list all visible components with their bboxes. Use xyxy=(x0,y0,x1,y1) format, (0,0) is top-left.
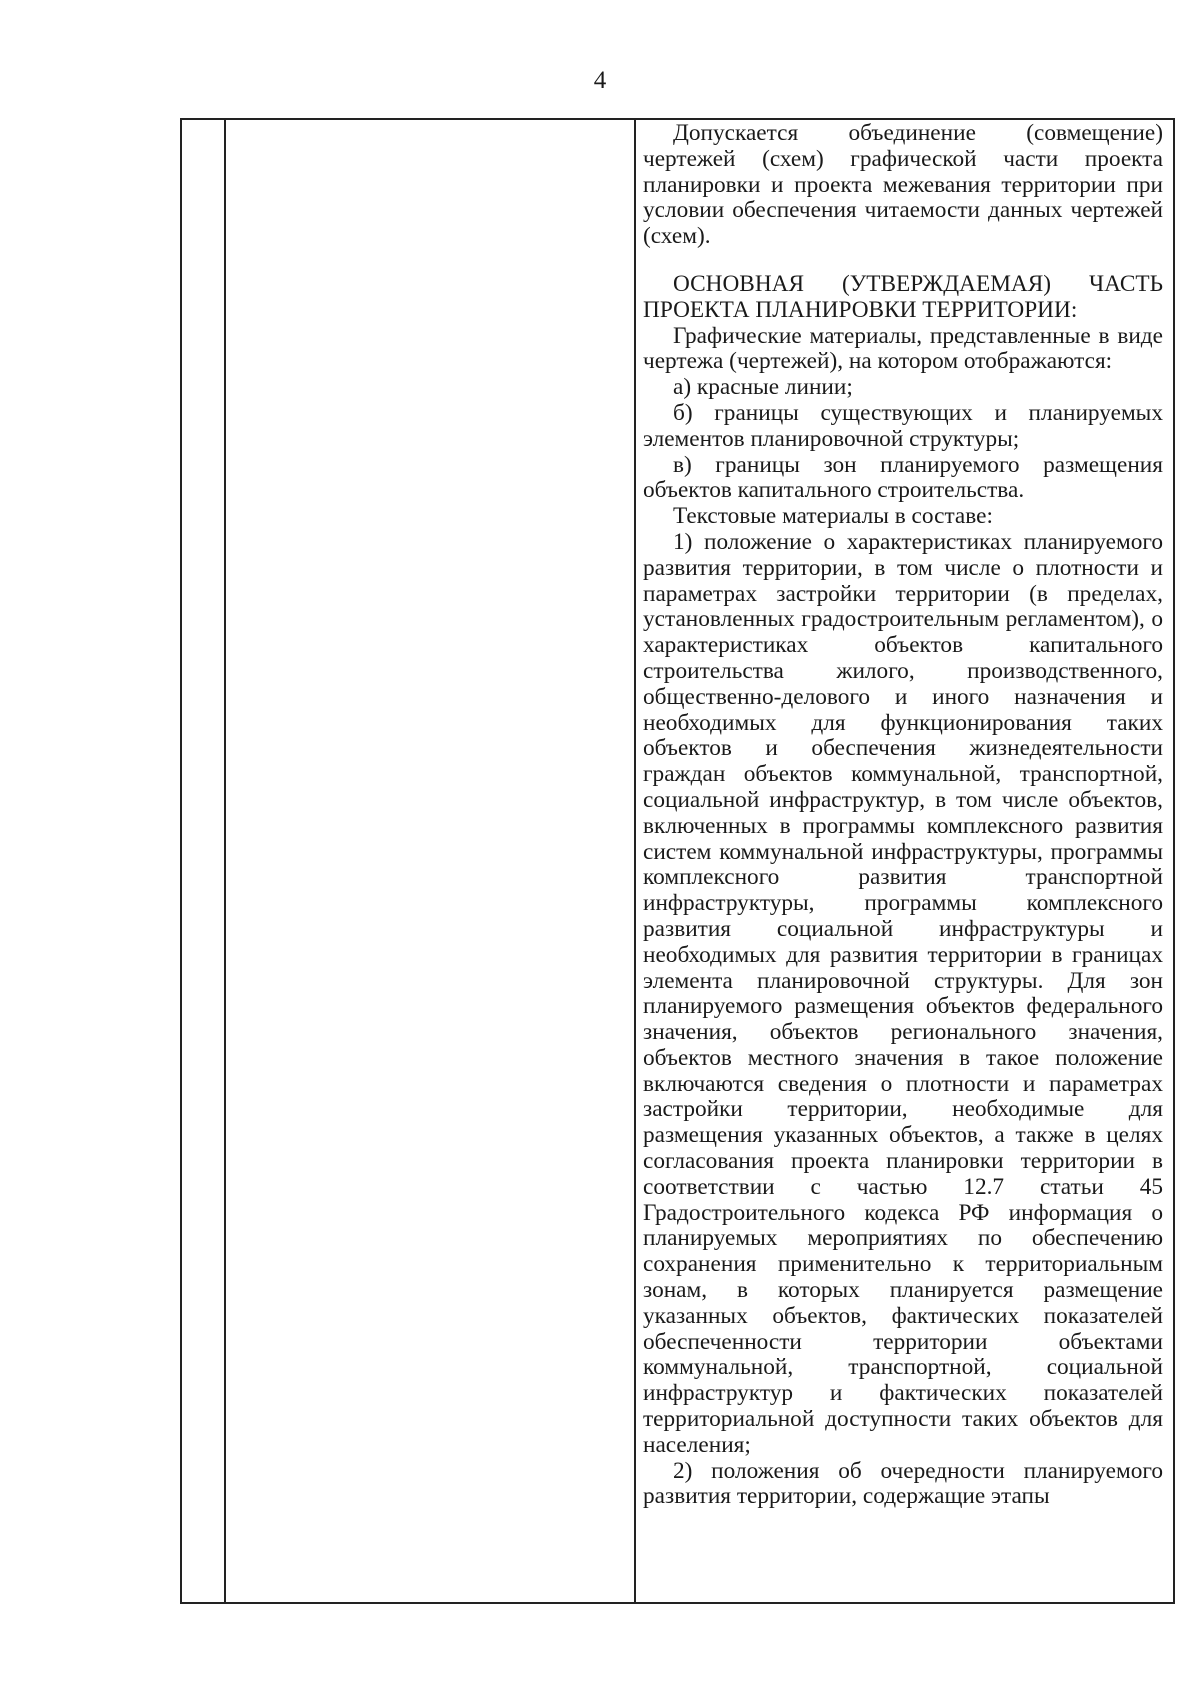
paragraph-graphic-materials: Графические материалы, представленные в виде чертежа (чертежей), на котором отображаются: xyxy=(643,322,1163,375)
list-item-2: 2) положения об очередности планируемого развития территории, содержащие этапы xyxy=(643,1457,1163,1510)
list-item-v: в) границы зон планируемого размещения объектов капитального строительства. xyxy=(643,451,1163,504)
list-item-1: 1) положение о характеристиках планируемого развития территории, в том числе о плотности и параметрах застройки территории (в пределах, установленных градостроительным регламентом), о характеристиках объектов капитального строительства жилого, производственного, общественно-делового и иного назначения и необходимых для функционирования таких объектов и обеспечения жизнедеятельности граждан объектов коммунальной, транспортной, социальной инфраструктур, в том числе объектов, включенных в программы комплексного развития систем коммунальной инфраструктуры, программы комплексного развития транспортной инфраструктуры, программы комплексного развития социальной инфраструктуры и необходимых для развития территории в границах элемента планировочной структуры. Для зон планируемого размещения объектов федерального значения, объектов регионального значения, объектов местного значения в такое положение включаются сведения о плотности и параметрах застройки территории, необходимые для размещения указанных объектов, а также в целях согласования проекта планировки территории в соответствии с частью 12.7 статьи 45 Градостроительного кодекса РФ информация о планируемых мероприятиях по обеспечению сохранения применительно к территориальным зонам, в которых планируется размещение указанных объектов, фактических показателей обеспеченности территории объектами коммунальной, транспортной, социальной инфраструктур и фактических показателей территориальной доступности таких объектов для населения; xyxy=(643,528,1163,1458)
paragraph-text-materials: Текстовые материалы в составе: xyxy=(673,503,993,530)
requirements-text-cell xyxy=(643,120,1163,1602)
table-column-divider xyxy=(224,120,226,1602)
paragraph-drawings-combination: Допускается объединение (совмещение) чертежей (схем) графической части проекта планировки и проекта межевания территории при условии обеспечения читаемости данных чертежей (схем). xyxy=(643,120,1163,250)
list-item-b: б) границы существующих и планируемых элементов планировочной структуры; xyxy=(643,399,1163,452)
list-item-a: а) красные линии; xyxy=(673,374,853,401)
document-table xyxy=(180,118,1175,1604)
page-number: 4 xyxy=(593,67,607,94)
table-column-divider xyxy=(634,120,636,1602)
section-heading: ОСНОВНАЯ (УТВЕРЖДАЕМАЯ) ЧАСТЬ ПРОЕКТА ПЛАНИРОВКИ ТЕРРИТОРИИ: xyxy=(643,270,1163,323)
